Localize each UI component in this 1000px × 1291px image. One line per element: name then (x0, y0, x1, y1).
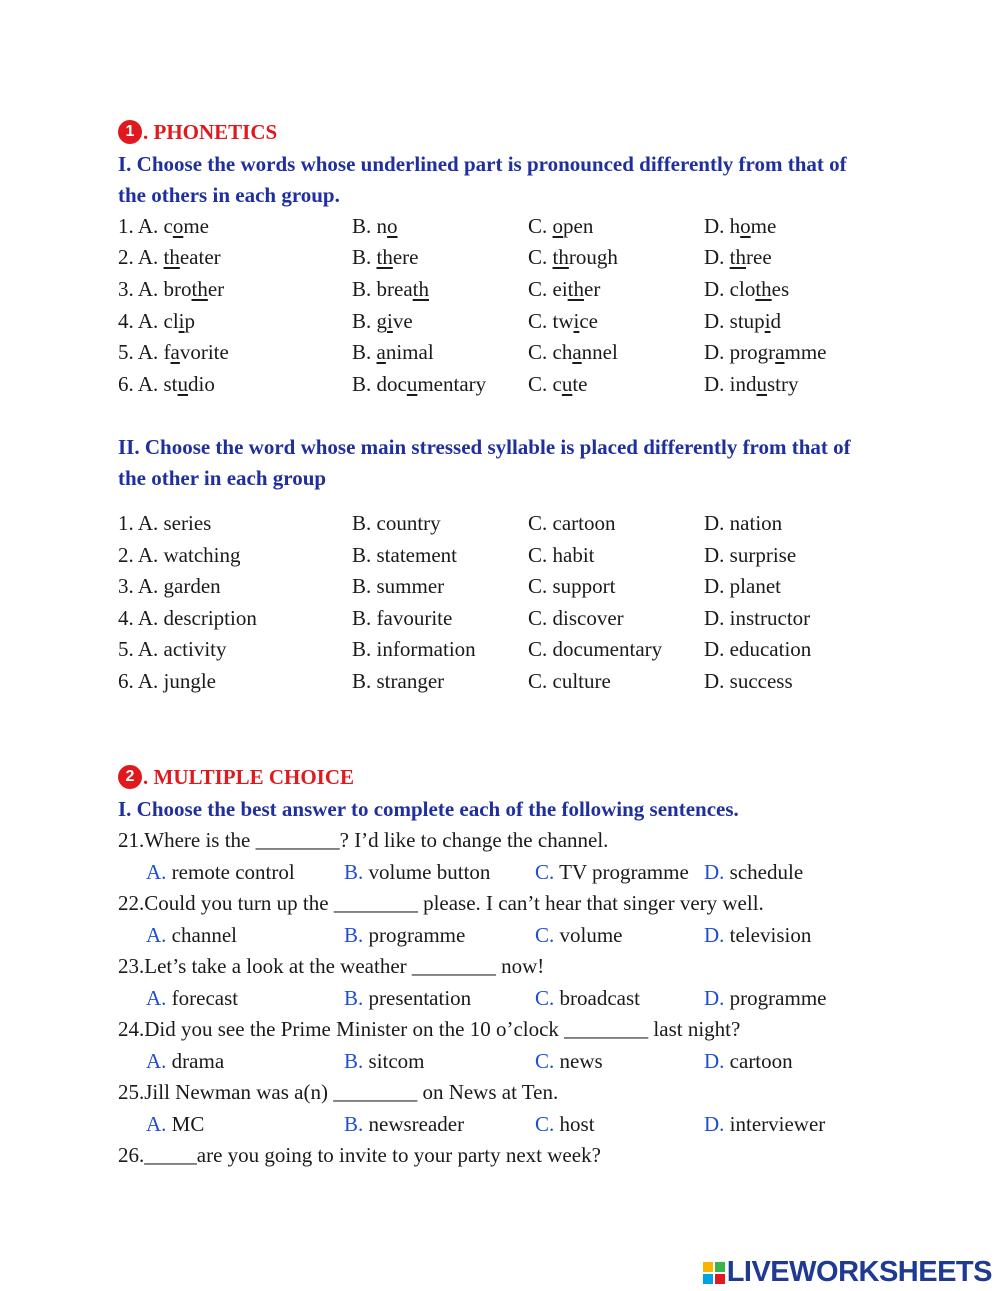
text-part: C. c (528, 372, 562, 396)
option-c: C. discover (528, 606, 624, 630)
answer-options (118, 920, 878, 951)
option-c (528, 369, 587, 400)
section-1-title (118, 120, 277, 144)
option-text: presentation (368, 985, 472, 1010)
option-d: D. nation (704, 511, 783, 535)
underlined-part: th (729, 245, 747, 269)
text-part: stry (767, 372, 799, 396)
underlined-part: a (775, 340, 785, 364)
option-b (352, 242, 419, 273)
option-letter: B. (344, 1048, 364, 1073)
option-c (528, 242, 618, 273)
option-text: programme (368, 922, 466, 947)
answer-options (118, 1046, 878, 1077)
text-part: D. h (704, 214, 741, 238)
option-text: television (729, 922, 812, 947)
text-part: C. tw (528, 309, 574, 333)
row-number: 5. (118, 340, 134, 364)
option-b: B. country (352, 511, 441, 535)
text-part: me (183, 214, 209, 238)
option-letter: D. (704, 985, 725, 1010)
option-d (704, 274, 789, 305)
option-text: schedule (729, 859, 804, 884)
text-part: er (584, 277, 601, 301)
answer-option[interactable] (344, 1046, 425, 1077)
option-d: D. instructor (704, 606, 811, 630)
option-b (352, 274, 429, 305)
text-part: te (572, 372, 588, 396)
phonetics-row (118, 274, 878, 305)
text-part: D. progr (704, 340, 776, 364)
option-text: sitcom (368, 1048, 425, 1073)
underlined-part: u (177, 372, 189, 396)
text-part: D. ind (704, 372, 757, 396)
option-d: D. education (704, 637, 812, 661)
option-b (352, 337, 434, 368)
stress-row (118, 634, 878, 665)
option-a: 2. A. watching (118, 543, 241, 567)
answer-options (118, 983, 878, 1014)
text-part: eater (179, 245, 221, 269)
underlined-part: u (561, 372, 573, 396)
option-b: B. summer (352, 574, 445, 598)
text-part: D. (704, 245, 730, 269)
phonetics-row (118, 306, 878, 337)
text-part: B. g (352, 309, 388, 333)
option-letter: B. (344, 985, 364, 1010)
option-letter: D. (704, 1111, 725, 1136)
text-part: d (770, 309, 782, 333)
text-part: B. (352, 340, 377, 364)
underlined-part: i (387, 309, 393, 333)
section-number-badge: 1 (118, 120, 142, 144)
underlined-part: i (573, 309, 580, 333)
option-a: 3. A. garden (118, 574, 221, 598)
option-c: C. habit (528, 543, 595, 567)
answer-option[interactable] (704, 1046, 793, 1077)
answer-option[interactable] (704, 1109, 825, 1140)
answer-option[interactable] (146, 1109, 204, 1140)
stress-row (118, 508, 878, 539)
underlined-part: a (376, 340, 386, 364)
option-a (118, 211, 209, 242)
text-part: A. bro (137, 277, 192, 301)
option-b: B. statement (352, 543, 457, 567)
text-part: A. c (137, 214, 173, 238)
option-text: news (559, 1048, 603, 1073)
underlined-part: th (755, 277, 772, 301)
underlined-part: i (178, 309, 185, 333)
stress-row (118, 571, 878, 602)
option-c (528, 211, 593, 242)
option-c: C. documentary (528, 637, 663, 661)
underlined-part: th (552, 245, 569, 269)
answer-option[interactable] (704, 920, 811, 951)
answer-option[interactable] (146, 857, 295, 888)
question-text: 26._____are you going to invite to your party next week? (118, 1143, 601, 1167)
option-c (528, 337, 618, 368)
option-b: B. favourite (352, 606, 453, 630)
text-part: B. n (352, 214, 388, 238)
answer-option[interactable] (535, 1046, 603, 1077)
option-text: programme (729, 985, 827, 1010)
text-part: C. ch (528, 340, 573, 364)
text-part: me (750, 214, 777, 238)
option-text: volume button (368, 859, 491, 884)
multiple-choice-instruction: I. Choose the best answer to complete each of the following sentences. (118, 797, 739, 821)
answer-options (118, 1109, 878, 1140)
phonetics-row (118, 242, 878, 273)
text-part: nimal (385, 340, 434, 364)
option-a (118, 337, 229, 368)
option-text: channel (171, 922, 237, 947)
answer-option[interactable] (344, 983, 471, 1014)
option-a: 5. A. activity (118, 637, 227, 661)
option-a: 1. A. series (118, 511, 212, 535)
option-letter: B. (344, 922, 364, 947)
option-d (704, 306, 781, 337)
option-letter: D. (704, 1048, 725, 1073)
option-a (118, 274, 224, 305)
section-number-badge: 2 (118, 765, 142, 789)
question-text: 24.Did you see the Prime Minister on the 10 o’clock ________ last night? (118, 1017, 741, 1041)
answer-option[interactable] (535, 857, 689, 888)
underlined-part: u (406, 372, 418, 396)
option-letter: C. (535, 1048, 555, 1073)
answer-option[interactable] (344, 1109, 464, 1140)
option-text: forecast (171, 985, 239, 1010)
option-b: B. stranger (352, 669, 445, 693)
option-d (704, 242, 772, 273)
text-part: D. stup (704, 309, 765, 333)
text-part: p (184, 309, 196, 333)
question-text: 25.Jill Newman was a(n) ________ on News at Ten. (118, 1080, 559, 1104)
answer-option[interactable] (146, 920, 237, 951)
option-text: broadcast (559, 985, 640, 1010)
phonetics-row (118, 337, 878, 368)
option-a (118, 242, 221, 273)
question-text: 23.Let’s take a look at the weather ________ now! (118, 954, 545, 978)
option-d: D. surprise (704, 543, 797, 567)
stress-row (118, 666, 878, 697)
option-text: drama (171, 1048, 225, 1073)
answer-options (118, 857, 878, 888)
option-letter: D. (704, 859, 725, 884)
text-part: B. (352, 245, 377, 269)
text-part: er (207, 277, 225, 301)
phonetics-instruction-1: I. Choose the words whose underlined part is pronounced differently from that of the others in each group. (118, 152, 847, 207)
section-2-title (118, 765, 354, 789)
option-c (528, 274, 600, 305)
answer-option[interactable] (535, 983, 640, 1014)
text-part: mme (784, 340, 827, 364)
liveworksheets-logo (703, 1256, 992, 1289)
row-number: 3. (118, 277, 134, 301)
option-a: 4. A. description (118, 606, 257, 630)
underlined-part: o (172, 214, 184, 238)
underlined-part: th (163, 245, 180, 269)
option-letter: A. (146, 1111, 167, 1136)
text-part: pen (563, 214, 594, 238)
underlined-part: th (567, 277, 585, 301)
row-number: 2. (118, 245, 134, 269)
logo-text: LIVEWORKSHEETS (726, 1256, 992, 1288)
option-c (528, 306, 598, 337)
section-title-text: . MULTIPLE CHOICE (143, 765, 355, 789)
option-b (352, 211, 398, 242)
option-text: interviewer (729, 1111, 826, 1136)
underlined-part: a (170, 340, 180, 364)
text-part: ree (746, 245, 772, 269)
text-part: B. brea (352, 277, 413, 301)
text-part: A. st (137, 372, 178, 396)
option-c: C. cartoon (528, 511, 616, 535)
underlined-part: u (756, 372, 767, 396)
option-text: cartoon (729, 1048, 793, 1073)
text-part: ve (392, 309, 413, 333)
option-letter: C. (535, 1111, 555, 1136)
stress-row (118, 603, 878, 634)
option-d (704, 337, 826, 368)
option-letter: C. (535, 922, 555, 947)
phonetics-row (118, 369, 878, 400)
option-letter: C. (535, 859, 555, 884)
answer-option[interactable] (146, 983, 238, 1014)
option-letter: A. (146, 985, 167, 1010)
underlined-part: th (412, 277, 429, 301)
option-d: D. planet (704, 574, 781, 598)
text-part: C. ei (528, 277, 568, 301)
option-text: remote control (171, 859, 295, 884)
option-text: TV programme (559, 859, 689, 884)
text-part: A. cl (137, 309, 179, 333)
underlined-part: o (740, 214, 751, 238)
option-letter: A. (146, 922, 167, 947)
answer-option[interactable] (535, 1109, 595, 1140)
option-a (118, 306, 195, 337)
option-d (704, 369, 799, 400)
answer-option[interactable] (146, 1046, 224, 1077)
question-text: 21.Where is the ________? I’d like to change the channel. (118, 828, 609, 852)
phonetics-row (118, 211, 878, 242)
option-text: host (559, 1111, 595, 1136)
answer-option[interactable] (344, 920, 465, 951)
text-part: A. (137, 245, 164, 269)
option-a: 6. A. jungle (118, 669, 216, 693)
answer-option[interactable] (704, 857, 803, 888)
section-title-text: . PHONETICS (143, 120, 278, 144)
text-part: D. clo (704, 277, 756, 301)
option-letter: B. (344, 1111, 364, 1136)
underlined-part: o (552, 214, 564, 238)
option-a (118, 369, 215, 400)
answer-option[interactable] (704, 983, 826, 1014)
logo-blocks-icon (703, 1262, 725, 1284)
text-part: dio (188, 372, 215, 396)
phonetics-instruction-2: II. Choose the word whose main stressed syllable is placed differently from that of the other in each group (118, 435, 851, 490)
text-part: mentary (417, 372, 487, 396)
option-letter: C. (535, 985, 555, 1010)
option-b: B. information (352, 637, 476, 661)
option-d: D. success (704, 669, 793, 693)
text-part: A. f (137, 340, 171, 364)
option-text: volume (559, 922, 623, 947)
underlined-part: i (764, 309, 771, 333)
stress-row (118, 540, 878, 571)
underlined-part: th (376, 245, 393, 269)
text-part: ce (579, 309, 599, 333)
option-text: newsreader (368, 1111, 465, 1136)
text-part: ere (392, 245, 419, 269)
text-part: vorite (179, 340, 229, 364)
answer-option[interactable] (535, 920, 623, 951)
option-d (704, 211, 776, 242)
text-part: C. (528, 245, 553, 269)
option-text: MC (171, 1111, 205, 1136)
option-letter: A. (146, 859, 167, 884)
underlined-part: a (572, 340, 582, 364)
underlined-part: th (191, 277, 208, 301)
row-number: 1. (118, 214, 134, 238)
option-letter: D. (704, 922, 725, 947)
text-part: es (771, 277, 790, 301)
text-part: nnel (581, 340, 618, 364)
text-part: rough (568, 245, 618, 269)
row-number: 4. (118, 309, 134, 333)
option-letter: A. (146, 1048, 167, 1073)
text-part: B. doc (352, 372, 407, 396)
question-text: 22.Could you turn up the ________ please. I can’t hear that singer very well. (118, 891, 764, 915)
answer-option[interactable] (344, 857, 490, 888)
option-b (352, 306, 413, 337)
underlined-part: o (387, 214, 398, 238)
option-b (352, 369, 486, 400)
option-c: C. culture (528, 669, 611, 693)
row-number: 6. (118, 372, 134, 396)
text-part: C. (528, 214, 553, 238)
option-letter: B. (344, 859, 364, 884)
option-c: C. support (528, 574, 616, 598)
